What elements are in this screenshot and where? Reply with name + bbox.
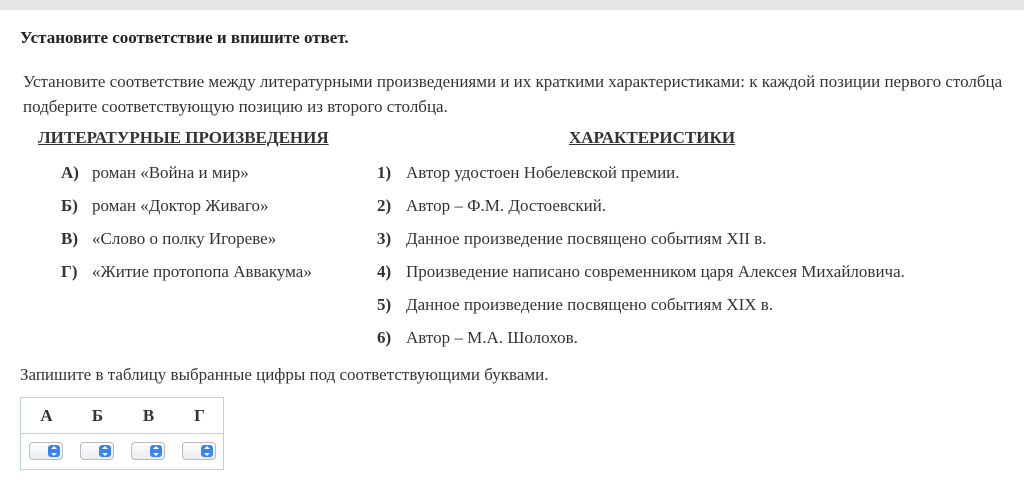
work-text: роман «Доктор Живаго» — [92, 196, 269, 215]
answer-header-a: А — [40, 406, 53, 425]
work-key: Б) — [61, 196, 78, 215]
up-down-chevron-icon — [99, 445, 111, 457]
characteristic-text: Автор – М.А. Шолохов. — [406, 328, 578, 347]
work-text: роман «Война и мир» — [92, 163, 249, 182]
work-text: «Житие протопопа Аввакума» — [92, 262, 312, 281]
answer-note: Запишите в таблицу выбранные цифры под соответствующими буквами. — [20, 365, 549, 384]
work-text: «Слово о полку Игореве» — [92, 229, 277, 248]
work-key: Г) — [61, 262, 78, 281]
characteristic-key: 4) — [377, 262, 392, 281]
answer-header-row — [21, 398, 223, 434]
works-column-header: ЛИТЕРАТУРНЫЕ ПРОИЗВЕДЕНИЯ — [38, 128, 329, 147]
answer-header-g: Г — [194, 406, 205, 425]
work-key: В) — [61, 229, 78, 248]
characteristic-key: 1) — [377, 163, 392, 182]
task-heading: Установите соответствие и впишите ответ. — [20, 28, 349, 47]
characteristic-key: 6) — [377, 328, 392, 347]
up-down-chevron-icon — [150, 445, 162, 457]
answer-select-a[interactable] — [29, 442, 63, 460]
answer-cell-v — [123, 442, 174, 462]
task-instructions: Установите соответствие между литературными произведениями и их краткими характеристиками: к каждой позиции первого столбца подберите соответствующую позицию из второго столбца. — [23, 72, 1003, 116]
answer-select-b[interactable] — [80, 442, 114, 460]
answer-cell-g — [174, 442, 225, 462]
characteristic-key: 5) — [377, 295, 392, 314]
characteristic-text: Автор – Ф.М. Достоевский. — [406, 196, 607, 215]
answer-table — [20, 397, 224, 470]
characteristic-text: Данное произведение посвящено событиям XII в. — [406, 229, 767, 248]
up-down-chevron-icon — [48, 445, 60, 457]
answer-header-b: Б — [91, 406, 104, 425]
characteristic-key: 3) — [377, 229, 392, 248]
answer-cell-b — [72, 442, 123, 462]
answer-select-g[interactable] — [182, 442, 216, 460]
characteristic-text: Данное произведение посвящено событиям XIX в. — [406, 295, 774, 314]
characteristics-column-header: ХАРАКТЕРИСТИКИ — [569, 128, 736, 147]
answer-header-v: В — [142, 406, 155, 425]
top-strip — [0, 0, 1024, 10]
answer-select-v[interactable] — [131, 442, 165, 460]
characteristic-text: Автор удостоен Нобелевской премии. — [406, 163, 680, 182]
characteristic-text: Произведение написано современником царя Алексея Михайловича. — [406, 262, 905, 281]
up-down-chevron-icon — [201, 445, 213, 457]
answer-cell-a — [21, 442, 72, 462]
characteristic-key: 2) — [377, 196, 392, 215]
work-key: А) — [61, 163, 79, 182]
